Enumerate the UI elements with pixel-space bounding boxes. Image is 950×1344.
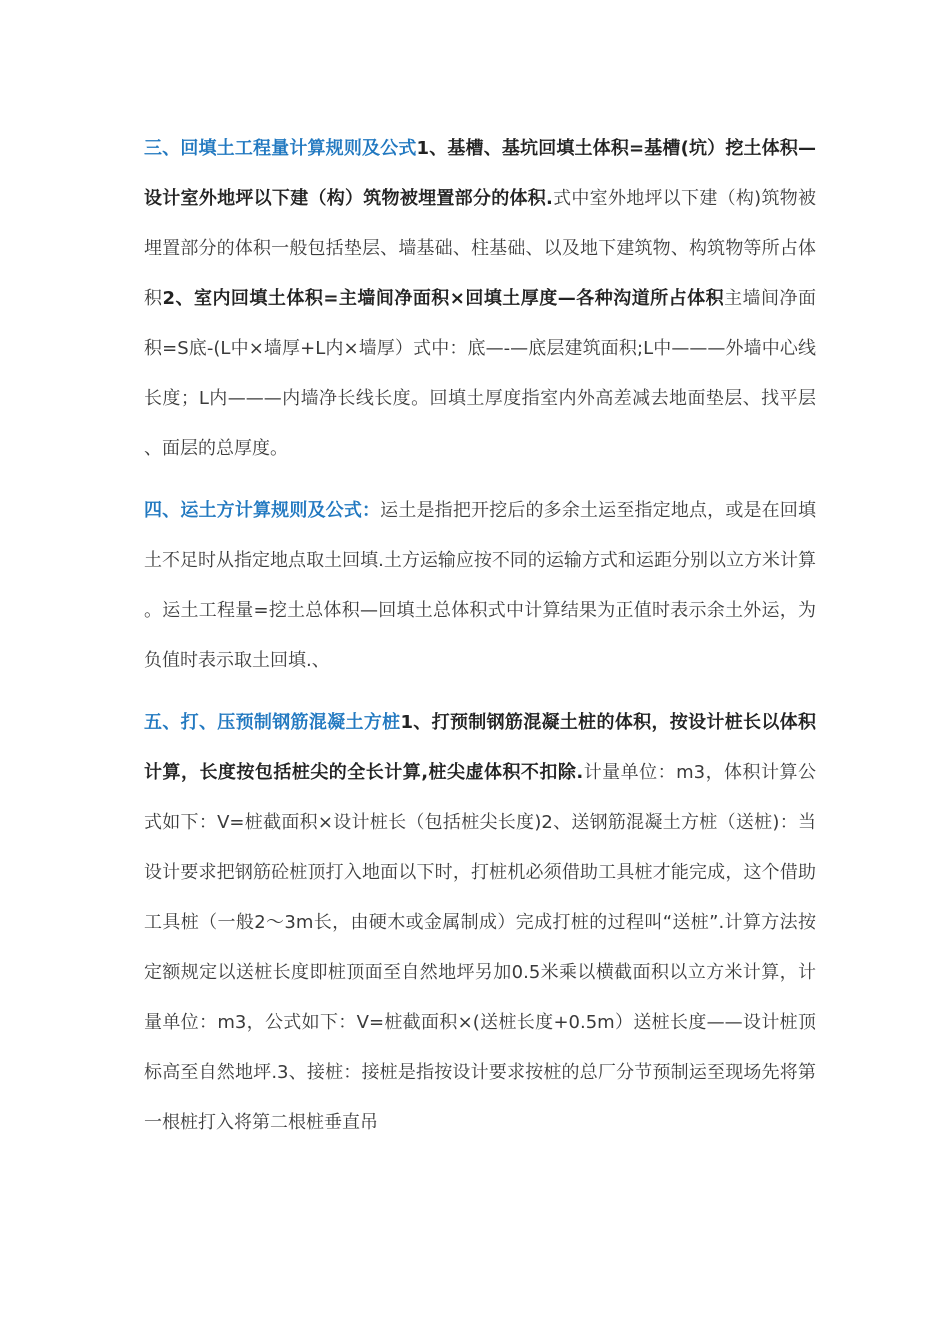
- bold-text: 1、基槽、基坑回填土体积=基槽(坑）挖土体积—设计室外地坪以下建（构）筑物被埋置部分的体积.: [144, 138, 816, 209]
- body-text: 计量单位：m3，体积计算公式如下：V=桩截面积×设计桩长（包括桩尖长度)2、送钢筋混凝土方桩（送桩)：当设计要求把钢筋砼桩顶打入地面以下时，打桩机必须借助工具桩才能完成，这个借助工具桩（一般2～3m长，由硬木或金属制成）完成打桩的过程叫“送桩”.计算方法按定额规定以送桩长度即桩顶面至自然地坪另加0.5米乘以横截面积以立方米计算，计量单位：m3，公式如下：V=桩截面积×(送桩长度+0.5m）送桩长度——设计桩顶标高至自然地坪.3、接桩：接桩是指按设计要求按桩的总厂分节预制运至现场先将第一根桩打入将第二根桩垂直吊: [144, 762, 816, 1133]
- section-heading: 三、回填土工程量计算规则及公式: [144, 138, 417, 159]
- section-precast-pile: [144, 698, 816, 1148]
- section-heading: 五、打、压预制钢筋混凝土方桩: [144, 712, 401, 733]
- document-body: [144, 124, 816, 1160]
- section-backfill: [144, 124, 816, 474]
- bold-text: 2、室内回填土体积=主墙间净面积×回填土厚度—各种沟道所占体积: [162, 288, 725, 309]
- section-earth-transport: [144, 486, 816, 686]
- body-text: 式中室外地坪以下建（构)筑物被埋置部分的体积一般包括垫层、墙基础、柱基础、以及地下建筑物、构筑物等所占体积: [144, 188, 816, 309]
- body-text: 运土是指把开挖后的多余土运至指定地点，或是在回填土不足时从指定地点取土回填.土方运输应按不同的运输方式和运距分别以立方米计算。运土工程量=挖土总体积—回填土总体积式中计算结果为正值时表示余土外运，为负值时表示取土回填.、: [144, 500, 817, 671]
- body-text: 主墙间净面积=S底-(L中×墙厚+L内×墙厚）式中：底—-—底层建筑面积;L中———外墙中心线长度；L内———内墙净长线长度。回填土厚度指室内外高差减去地面垫层、找平层、面层的总厚度。: [144, 288, 817, 459]
- section-heading: 四、运土方计算规则及公式：: [144, 500, 381, 521]
- bold-text: 1、打预制钢筋混凝土桩的体积，按设计桩长以体积计算，长度按包括桩尖的全长计算,桩尖虚体积不扣除.: [144, 712, 816, 783]
